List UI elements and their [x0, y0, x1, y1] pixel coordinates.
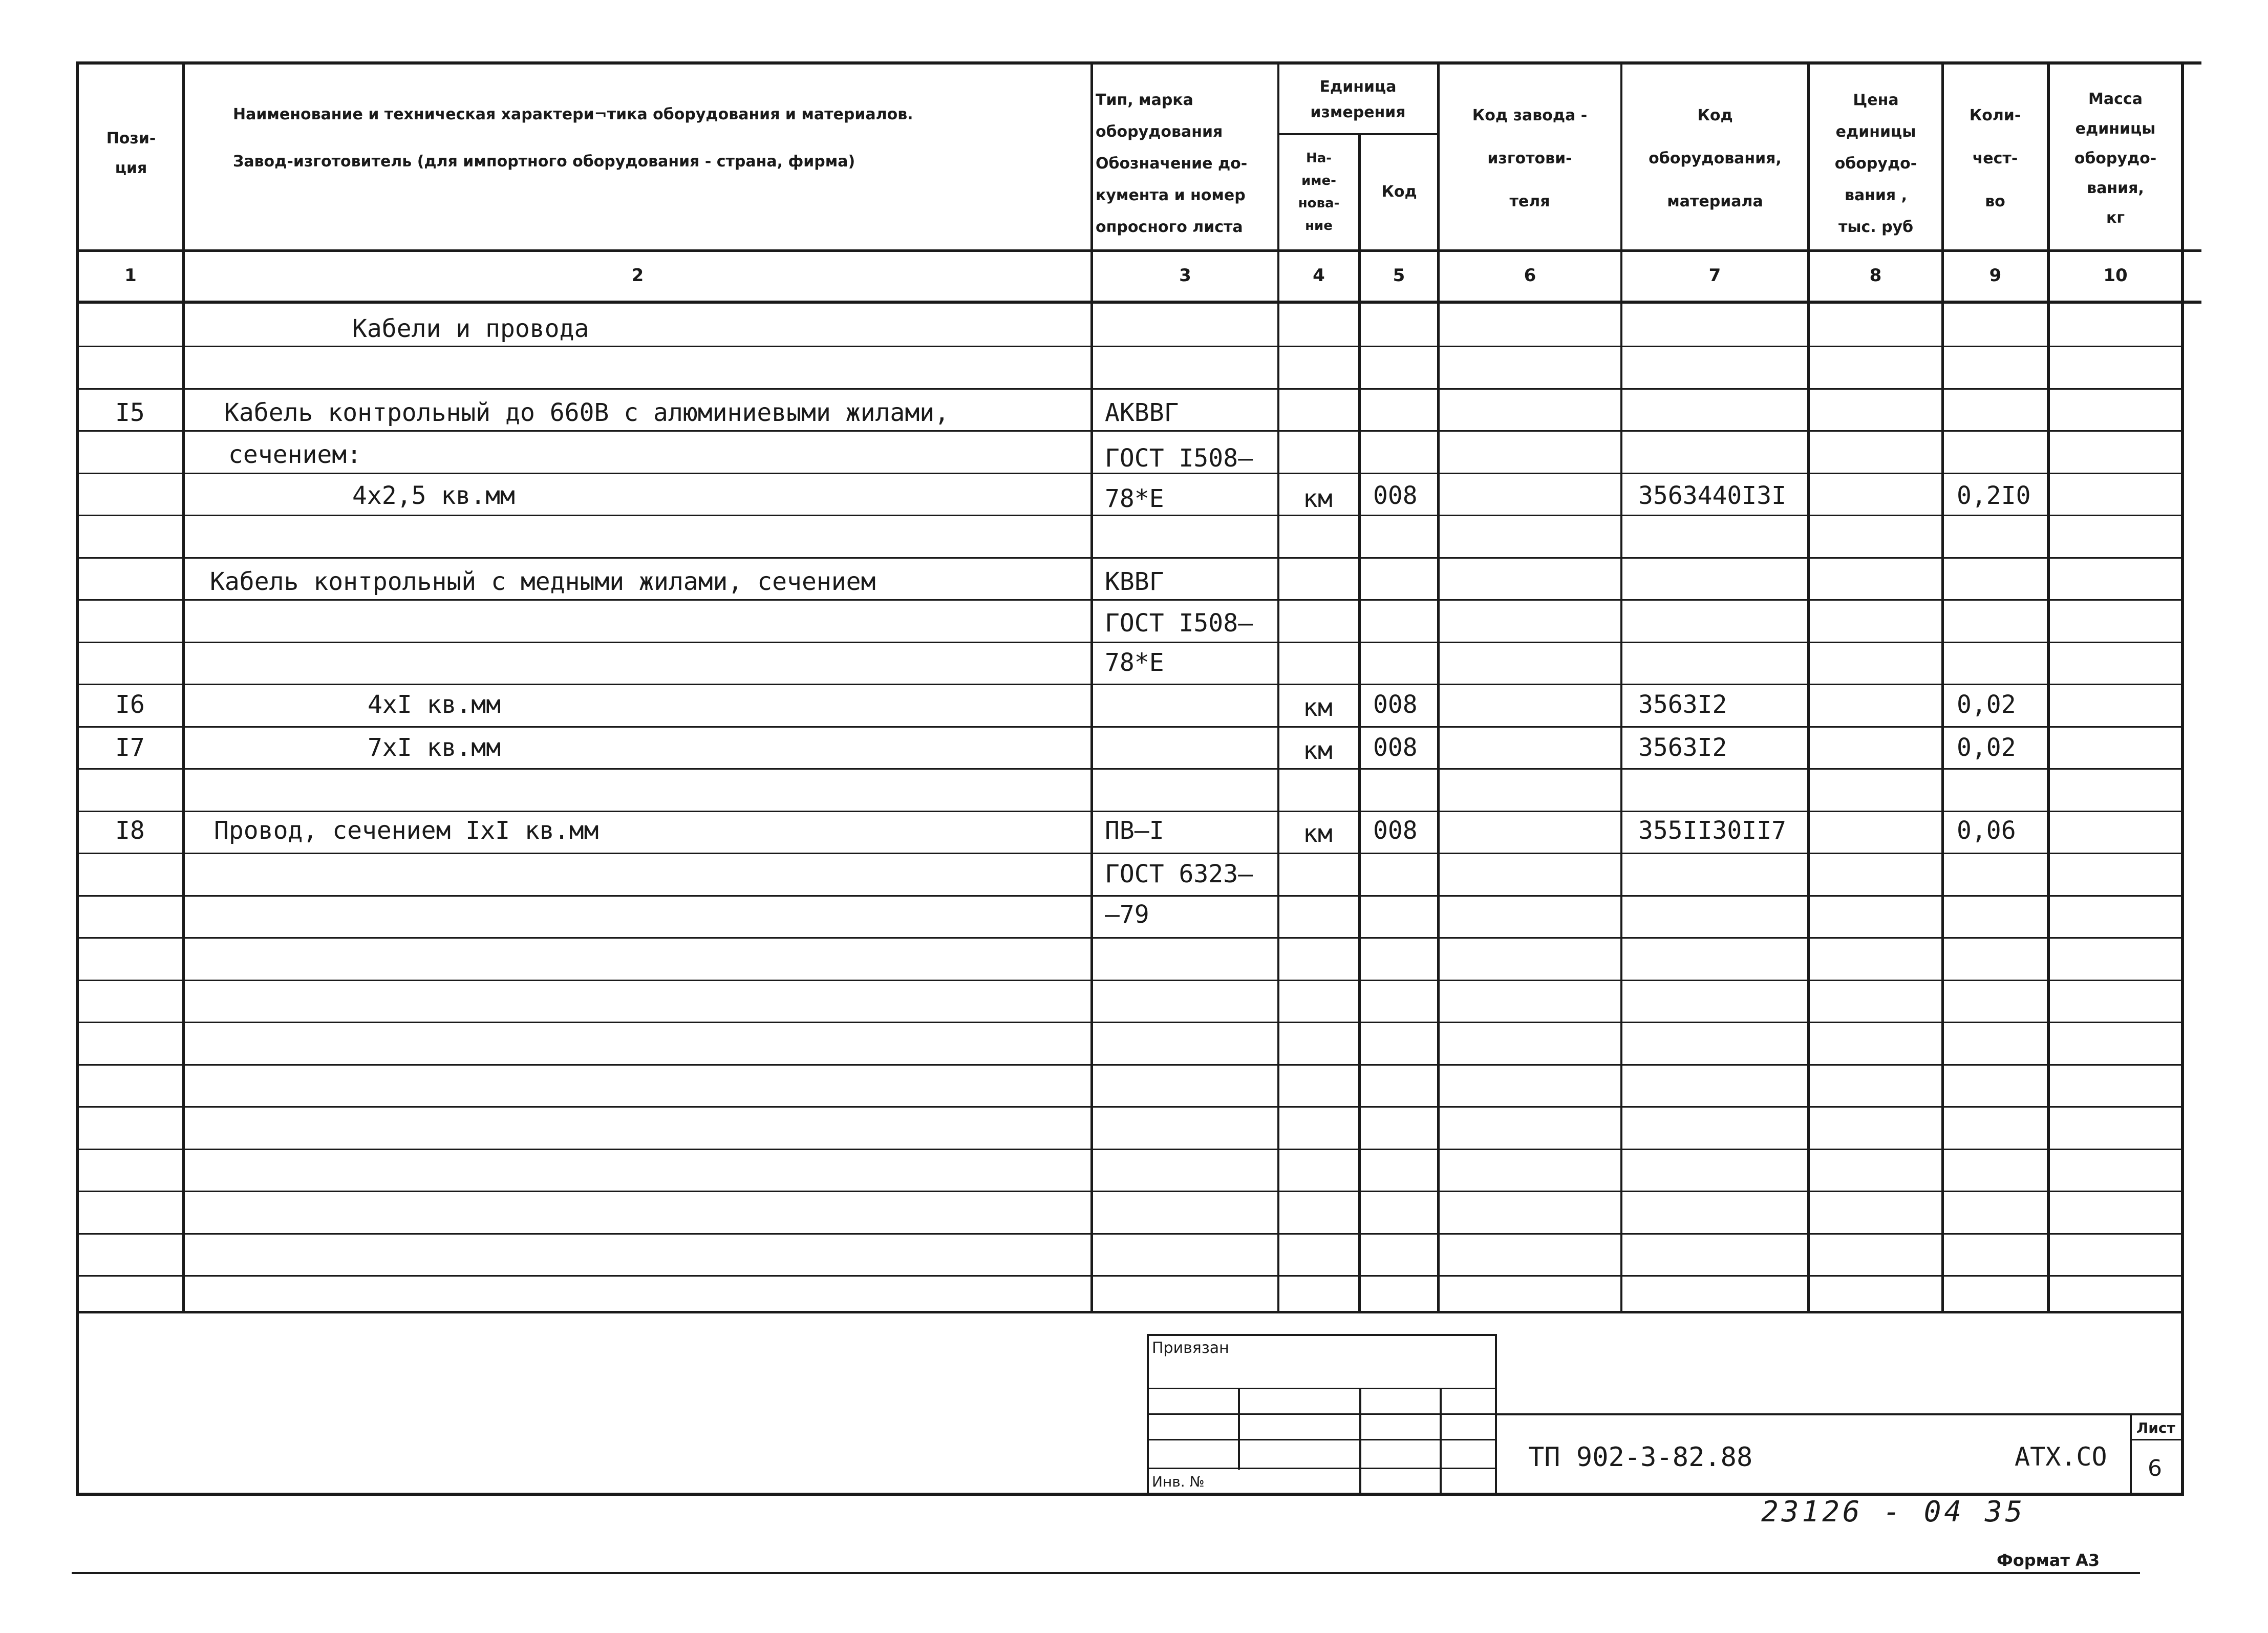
table-cell-name: 7хI кв.мм [368, 733, 501, 762]
row-separator [79, 853, 2181, 854]
row-separator [79, 1191, 2181, 1192]
table-cell-code: 008 [1373, 816, 1418, 845]
table-cell-type: 78*Е [1105, 484, 1164, 513]
table-cell-unit: км [1303, 736, 1333, 765]
table-cell-type: ГОСТ 6323– [1105, 860, 1253, 888]
handwritten-number: 23126 - 04 35 [1761, 1495, 2026, 1529]
row-separator [79, 1106, 2181, 1108]
bottom-rule [72, 1572, 2140, 1574]
table-cell-name: 4хI кв.мм [368, 690, 501, 719]
table-cell-code: 008 [1373, 481, 1418, 510]
header-price: Цена единицы оборудо- вания , тыс. руб [1834, 91, 1917, 236]
header-quantity: Коли- чест- во [1969, 107, 2021, 210]
table-cell-type: 78*Е [1105, 648, 1164, 677]
column-number: 9 [1989, 265, 2002, 286]
table-cell-equipment-code: 3563I2 [1638, 733, 1727, 762]
row-separator [79, 1064, 2181, 1066]
table-cell-code: 008 [1373, 733, 1418, 762]
row-separator [79, 599, 2181, 601]
table-cell-type: КВВГ [1105, 567, 1164, 596]
table-cell-position: I6 [115, 690, 145, 719]
table-cell-equipment-code: 3563440I3I [1638, 481, 1786, 510]
header-name: Наименование и техническая характери¬тика оборудования и материалов. Завод-изготовитель (для импортного оборудования - страна, фирма) [233, 105, 913, 171]
table-cell-quantity: 0,2I0 [1957, 481, 2031, 510]
row-separator [79, 1233, 2181, 1235]
row-separator [79, 557, 2181, 559]
row-separator [79, 1149, 2181, 1150]
table-cell-code: 008 [1373, 690, 1418, 719]
column-number: 3 [1179, 265, 1191, 286]
table-cell-quantity: 0,06 [1957, 816, 2016, 845]
header-unit-group: Единица измерения [1310, 78, 1406, 121]
row-separator [79, 515, 2181, 516]
stamp-privyazan: Привязан [1152, 1339, 1229, 1357]
table-cell-name: сечением: [228, 440, 362, 469]
header-unit-name: На- име- нова- ние [1298, 151, 1340, 234]
table-cell-unit: км [1303, 819, 1333, 848]
column-number: 7 [1708, 265, 1721, 286]
table-cell-name: 4х2,5 кв.мм [352, 481, 515, 510]
sheet-code: АТХ.СО [2015, 1442, 2107, 1472]
table-cell-type: АКВВГ [1105, 398, 1179, 427]
row-separator [79, 430, 2181, 432]
sheet-label: Лист [2136, 1419, 2175, 1436]
table-cell-equipment-code: 355II30II7 [1638, 816, 1786, 845]
row-separator [79, 346, 2181, 347]
column-number: 2 [631, 265, 644, 286]
stamp-inventory-number: Инв. № [1152, 1473, 1205, 1490]
header-position: Пози- ция [106, 130, 156, 177]
column-number: 8 [1869, 265, 1882, 286]
table-cell-type: ГОСТ I508– [1105, 609, 1253, 638]
header-factory-code: Код завода - изготови- теля [1472, 107, 1588, 210]
header-type: Тип, марка оборудования Обозначение до- кумента и номер опросного листа [1096, 91, 1248, 236]
header-mass: Масса единицы оборудо- вания, кг [2074, 90, 2157, 227]
table-cell-name: Кабель контрольный с медными жилами, сечением [210, 567, 876, 596]
table-cell-quantity: 0,02 [1957, 690, 2016, 719]
row-separator [79, 473, 2181, 474]
header-unit-code: Код [1381, 183, 1417, 201]
table-cell-position: I8 [115, 816, 145, 845]
row-separator [79, 726, 2181, 728]
table-cell-equipment-code: 3563I2 [1638, 690, 1727, 719]
column-number: 4 [1313, 265, 1325, 286]
row-separator [79, 642, 2181, 643]
row-separator [79, 1022, 2181, 1023]
row-separator [79, 895, 2181, 897]
row-separator [79, 980, 2181, 981]
table-cell-type: ГОСТ I508– [1105, 444, 1253, 473]
format-label: Формат А3 [1997, 1551, 2100, 1570]
row-separator [79, 388, 2181, 390]
table-cell-name: Кабель контрольный до 660В с алюминиевыми жилами, [224, 398, 950, 427]
sheet-number: 6 [2148, 1455, 2162, 1481]
table-cell-name: Провод, сечением IхI кв.мм [214, 816, 599, 845]
row-separator [79, 684, 2181, 685]
table-cell-unit: км [1303, 484, 1333, 513]
column-number: 5 [1393, 265, 1405, 286]
table-cell-unit: км [1303, 693, 1333, 722]
table-cell-position: I5 [115, 398, 145, 427]
row-separator [79, 768, 2181, 770]
table-cell-name: Кабели и провода [352, 314, 589, 343]
row-separator [79, 811, 2181, 812]
table-cell-quantity: 0,02 [1957, 733, 2016, 762]
table-cell-type: –79 [1105, 900, 1149, 929]
document-code: ТП 902-3-82.88 [1528, 1442, 1753, 1473]
column-number: 10 [2103, 265, 2128, 286]
table-cell-position: I7 [115, 733, 145, 762]
column-number: 1 [124, 265, 137, 286]
row-separator [79, 937, 2181, 939]
table-cell-type: ПВ–I [1105, 816, 1164, 845]
column-number: 6 [1524, 265, 1536, 286]
row-separator [79, 1275, 2181, 1277]
header-equipment-code: Код оборудования, материала [1649, 107, 1782, 210]
